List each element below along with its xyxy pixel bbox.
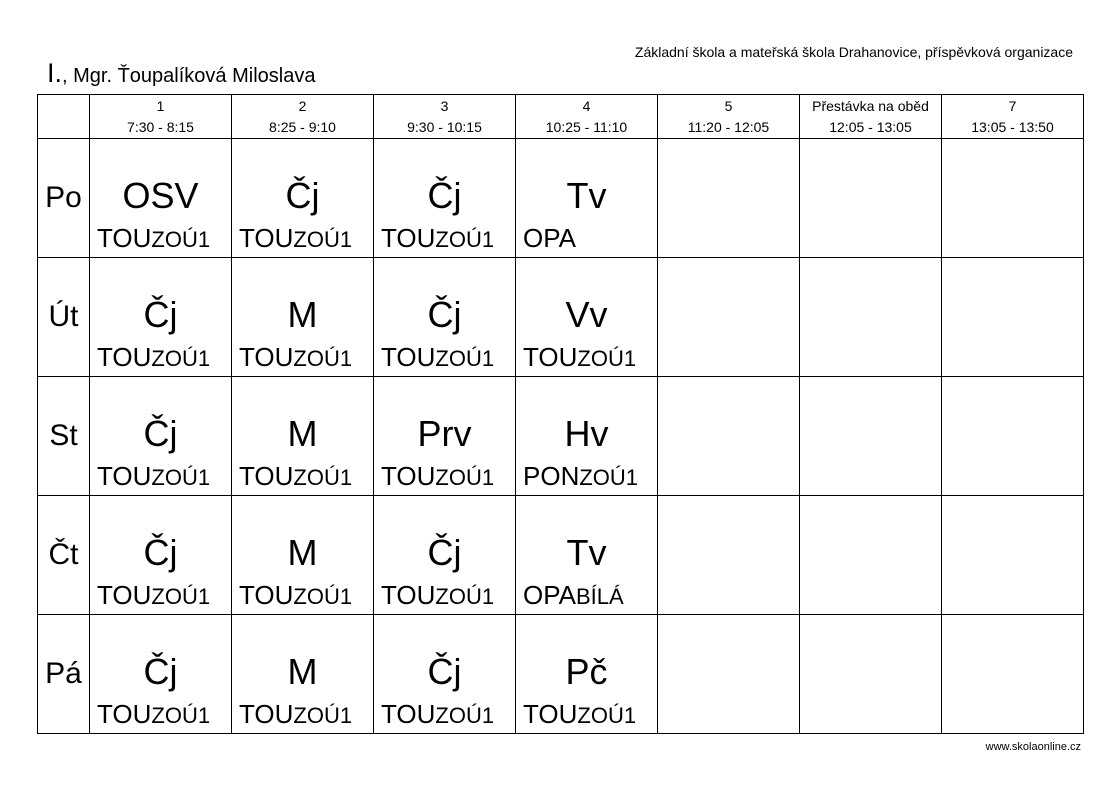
lesson-details: [523, 223, 576, 255]
empty-cell: [800, 258, 942, 377]
lesson-subject: Vv: [565, 294, 608, 335]
lesson-cell: [90, 139, 232, 258]
empty-cell: [658, 139, 800, 258]
lesson-cell: [374, 615, 516, 734]
lesson-cell: [374, 377, 516, 496]
day-label: Čt: [38, 496, 90, 615]
lesson-subject: Čj: [143, 651, 178, 692]
school-name: Základní škola a mateřská škola Drahanovice, příspěvková organizace: [634, 44, 1073, 60]
lesson-room: ZOÚ1: [293, 227, 353, 252]
lesson-teacher: TOU: [239, 342, 294, 372]
lesson-cell: [374, 258, 516, 377]
lesson-room: ZOÚ1: [151, 346, 211, 371]
lesson-cell: [232, 258, 374, 377]
lesson-cell: [232, 615, 374, 734]
lesson-teacher: TOU: [523, 699, 578, 729]
empty-cell: [800, 377, 942, 496]
corner-cell: [38, 95, 90, 139]
empty-cell: [942, 377, 1084, 496]
lesson-room: ZOÚ1: [435, 346, 495, 371]
lesson-teacher: OPA: [523, 223, 576, 253]
lesson-subject: OSV: [122, 175, 199, 216]
period-time: 9:30 - 10:15: [407, 119, 482, 135]
lesson-room: ZOÚ1: [293, 703, 353, 728]
period-label: 7: [1008, 98, 1017, 114]
lesson-cell: [516, 258, 658, 377]
period-time: 12:05 - 13:05: [829, 119, 912, 135]
period-time: 13:05 - 13:50: [971, 119, 1054, 135]
lesson-cell: [232, 139, 374, 258]
period-label: 1: [156, 98, 165, 114]
empty-cell: [942, 258, 1084, 377]
day-label: Pá: [38, 615, 90, 734]
lesson-teacher: TOU: [523, 342, 578, 372]
lesson-subject: Tv: [566, 175, 607, 216]
lesson-details: [523, 699, 636, 731]
period-header: [800, 95, 942, 139]
period-header: [658, 95, 800, 139]
empty-cell: [658, 496, 800, 615]
lesson-room: ZOÚ1: [435, 465, 495, 490]
lesson-details: [381, 461, 494, 493]
empty-cell: [942, 496, 1084, 615]
lesson-details: [381, 699, 494, 731]
period-label: 3: [440, 98, 449, 114]
lesson-details: [97, 223, 210, 255]
lesson-subject: M: [287, 532, 318, 573]
period-label: 4: [582, 98, 591, 114]
lesson-details: [381, 342, 494, 374]
lesson-subject: Čj: [427, 175, 462, 216]
lesson-room: ZOÚ1: [435, 703, 495, 728]
lesson-details: [523, 580, 624, 612]
day-label: Po: [38, 139, 90, 258]
lesson-details: [97, 580, 210, 612]
lesson-subject: Čj: [143, 532, 178, 573]
empty-cell: [942, 139, 1084, 258]
day-row: [38, 377, 1084, 496]
lesson-subject: Prv: [417, 413, 472, 454]
lesson-cell: [516, 139, 658, 258]
lesson-teacher: TOU: [239, 580, 294, 610]
period-time: 8:25 - 9:10: [269, 119, 336, 135]
lesson-details: [239, 223, 352, 255]
period-header: [516, 95, 658, 139]
lesson-cell: [516, 496, 658, 615]
lesson-teacher: OPA: [523, 580, 576, 610]
day-row: [38, 258, 1084, 377]
lesson-cell: [90, 377, 232, 496]
lesson-cell: [90, 258, 232, 377]
lesson-teacher: TOU: [381, 699, 436, 729]
lesson-room: ZOÚ1: [577, 703, 637, 728]
lesson-teacher: TOU: [97, 342, 152, 372]
day-row: [38, 496, 1084, 615]
lesson-room: ZOÚ1: [293, 584, 353, 609]
period-time: 11:20 - 12:05: [687, 119, 770, 135]
lesson-subject: M: [287, 294, 318, 335]
lesson-room: ZOÚ1: [435, 584, 495, 609]
lesson-subject: Čj: [427, 651, 462, 692]
empty-cell: [800, 139, 942, 258]
lesson-subject: M: [287, 413, 318, 454]
lesson-subject: M: [287, 651, 318, 692]
empty-cell: [658, 258, 800, 377]
lesson-subject: Čj: [143, 413, 178, 454]
lesson-details: [239, 461, 352, 493]
period-header: [232, 95, 374, 139]
lesson-room: ZOÚ1: [579, 465, 639, 490]
lesson-teacher: TOU: [239, 699, 294, 729]
lesson-details: [97, 699, 210, 731]
header-row: [38, 95, 1084, 139]
day-row: [38, 615, 1084, 734]
period-time: 7:30 - 8:15: [127, 119, 194, 135]
lesson-cell: [374, 139, 516, 258]
period-label: Přestávka na oběd: [812, 98, 929, 114]
lesson-teacher: TOU: [381, 342, 436, 372]
lesson-subject: Pč: [565, 651, 608, 692]
page-title: [47, 58, 315, 89]
footer-link[interactable]: www.skolaonline.cz: [985, 741, 1081, 753]
lesson-room: ZOÚ1: [577, 346, 637, 371]
lesson-teacher: TOU: [97, 223, 152, 253]
lesson-teacher: TOU: [97, 580, 152, 610]
timetable: [37, 94, 1084, 734]
empty-cell: [800, 496, 942, 615]
lesson-details: [97, 461, 210, 493]
lesson-details: [97, 342, 210, 374]
lesson-details: [239, 342, 352, 374]
period-header: [942, 95, 1084, 139]
empty-cell: [800, 615, 942, 734]
period-header: [90, 95, 232, 139]
lesson-room: ZOÚ1: [151, 227, 211, 252]
lesson-room: ZOÚ1: [151, 703, 211, 728]
lesson-room: BÍLÁ: [575, 584, 624, 609]
lesson-subject: Čj: [143, 294, 178, 335]
class-name: I.: [47, 58, 63, 88]
lesson-details: [381, 580, 494, 612]
lesson-teacher: TOU: [97, 699, 152, 729]
lesson-details: [239, 699, 352, 731]
lesson-subject: Čj: [427, 294, 462, 335]
day-row: [38, 139, 1084, 258]
lesson-room: ZOÚ1: [293, 346, 353, 371]
lesson-room: ZOÚ1: [151, 465, 211, 490]
lesson-cell: [90, 496, 232, 615]
lesson-teacher: TOU: [97, 461, 152, 491]
lesson-teacher: TOU: [381, 223, 436, 253]
lesson-cell: [516, 615, 658, 734]
empty-cell: [658, 377, 800, 496]
lesson-cell: [232, 377, 374, 496]
lesson-teacher: TOU: [239, 461, 294, 491]
period-time: 10:25 - 11:10: [545, 119, 628, 135]
lesson-subject: Čj: [427, 532, 462, 573]
lesson-room: ZOÚ1: [151, 584, 211, 609]
lesson-teacher: TOU: [381, 461, 436, 491]
lesson-cell: [90, 615, 232, 734]
lesson-subject: Tv: [566, 532, 607, 573]
lesson-teacher: TOU: [239, 223, 294, 253]
lesson-room: ZOÚ1: [293, 465, 353, 490]
lesson-teacher: TOU: [381, 580, 436, 610]
lesson-cell: [374, 496, 516, 615]
lesson-subject: Hv: [564, 413, 609, 454]
period-label: 5: [724, 98, 733, 114]
period-label: 2: [298, 98, 307, 114]
lesson-cell: [232, 496, 374, 615]
period-header: [374, 95, 516, 139]
empty-cell: [942, 615, 1084, 734]
day-label: Út: [38, 258, 90, 377]
lesson-details: [381, 223, 494, 255]
lesson-details: [523, 342, 636, 374]
lesson-subject: Čj: [285, 175, 320, 216]
teacher-name: , Mgr. Ťoupalíková Miloslava: [62, 65, 316, 87]
lesson-room: ZOÚ1: [435, 227, 495, 252]
lesson-cell: [516, 377, 658, 496]
lesson-teacher: PON: [523, 461, 580, 491]
day-label: St: [38, 377, 90, 496]
empty-cell: [658, 615, 800, 734]
lesson-details: [523, 461, 638, 493]
lesson-details: [239, 580, 352, 612]
